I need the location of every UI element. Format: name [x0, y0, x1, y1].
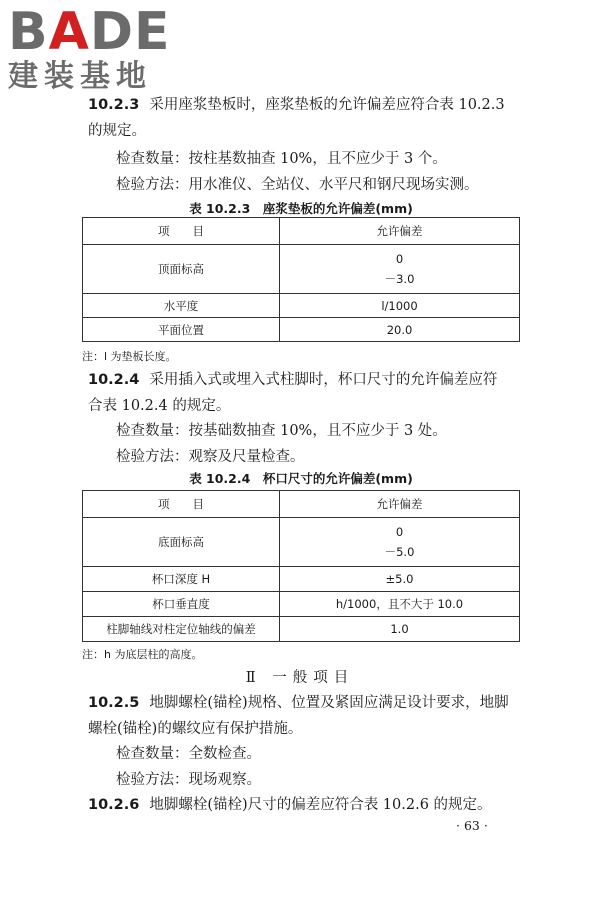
clause-number: 10.2.5: [88, 695, 140, 711]
table-row: [83, 245, 520, 294]
inspection-quantity: 检查数量：按基础数抽查 10%，且不应少于 3 处。: [116, 423, 447, 439]
header-tolerance: 允许偏差: [280, 491, 520, 518]
row-tolerance: 1.0: [280, 617, 520, 642]
inspection-quantity: 检查数量：按柱基数抽查 10%，且不应少于 3 个。: [116, 151, 447, 167]
clause-number: 10.2.3: [88, 97, 140, 113]
table-header-row: [83, 491, 520, 518]
clause-10-2-5-continued: 螺栓(锚栓)的螺纹应有保护措施。: [88, 721, 303, 737]
table-row: [83, 567, 520, 592]
clause-text: 地脚螺栓(锚栓)尺寸的偏差应符合表 10.2.6 的规定。: [149, 797, 492, 813]
section-heading: Ⅱ 一般项目: [245, 670, 355, 686]
row-tolerance: h/1000，且不大于 10.0: [280, 592, 520, 617]
table-10-2-3: [82, 217, 520, 342]
table-header-row: [83, 218, 520, 245]
clause-text: 地脚螺栓(锚栓)规格、位置及紧固应满足设计要求，地脚: [149, 695, 509, 711]
row-item: 平面位置: [83, 318, 280, 342]
row-item: 底面标高: [83, 518, 280, 567]
table-note: 注：l 为垫板长度。: [82, 350, 177, 363]
table-row: [83, 592, 520, 617]
clause-10-2-5: [88, 690, 528, 716]
header-item: 项 目: [83, 218, 280, 245]
row-tolerance: ±5.0: [280, 567, 520, 592]
row-item: 水平度: [83, 294, 280, 318]
clause-10-2-3: [88, 92, 528, 118]
row-tolerance: l/1000: [280, 294, 520, 318]
table-row: [83, 318, 520, 342]
clause-text: 采用插入式或埋入式柱脚时，杯口尺寸的允许偏差应符: [149, 372, 498, 388]
clause-10-2-3-continued: 的规定。: [88, 123, 146, 139]
page-number: · 63 ·: [456, 818, 488, 833]
table-row: [83, 518, 520, 567]
table-row: [83, 617, 520, 642]
header-item: 项 目: [83, 491, 280, 518]
row-item: 顶面标高: [83, 245, 280, 294]
clause-10-2-4-continued: 合表 10.2.4 的规定。: [88, 398, 231, 414]
row-item: 杯口深度 H: [83, 567, 280, 592]
row-tolerance: 0 －5.0: [280, 518, 520, 567]
clause-10-2-4: [88, 367, 528, 393]
row-tolerance: 20.0: [280, 318, 520, 342]
clause-number: 10.2.6: [88, 797, 140, 813]
table-row: [83, 294, 520, 318]
inspection-method: 检验方法：现场观察。: [116, 772, 261, 788]
table-10-2-4: [82, 490, 520, 642]
clause-text: 采用座浆垫板时，座浆垫板的允许偏差应符合表 10.2.3: [149, 97, 505, 113]
logo: [8, 2, 171, 94]
logo-subtitle: 建装基地: [8, 59, 152, 94]
inspection-quantity: 检查数量：全数检查。: [116, 746, 261, 762]
clause-10-2-6: [88, 792, 528, 818]
inspection-method: 检验方法：用水准仪、全站仪、水平尺和钢尺现场实测。: [116, 177, 479, 193]
row-item: 杯口垂直度: [83, 592, 280, 617]
row-tolerance: 0 －3.0: [280, 245, 520, 294]
clause-number: 10.2.4: [88, 372, 140, 388]
header-tolerance: 允许偏差: [280, 218, 520, 245]
logo-wordmark: BADE: [8, 2, 171, 62]
inspection-method: 检验方法：观察及尺量检查。: [116, 449, 305, 465]
table-caption-10-2-3: 表 10.2.3 座浆垫板的允许偏差(mm): [189, 201, 413, 216]
table-note: 注：h 为底层柱的高度。: [82, 648, 203, 661]
table-caption-10-2-4: 表 10.2.4 杯口尺寸的允许偏差(mm): [189, 471, 413, 486]
row-item: 柱脚轴线对柱定位轴线的偏差: [83, 617, 280, 642]
